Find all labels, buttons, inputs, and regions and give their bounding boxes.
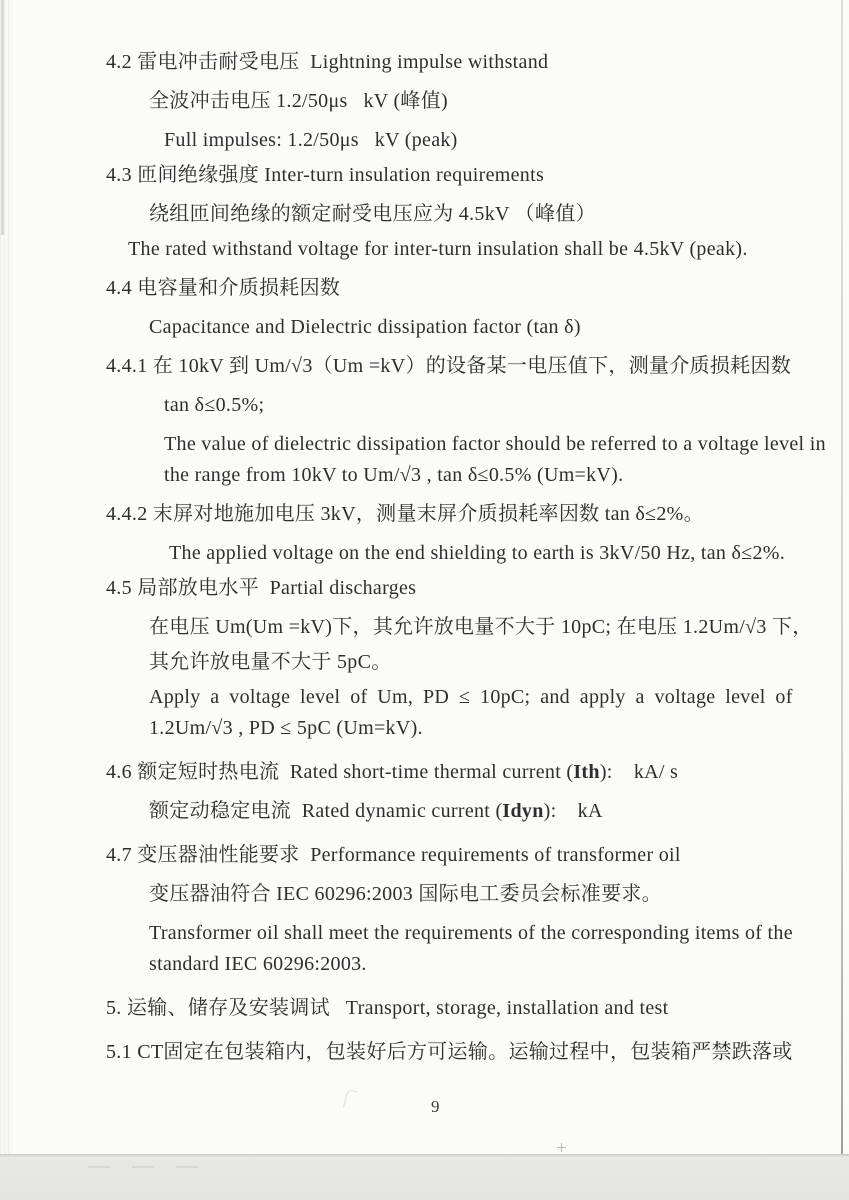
text-segment: Idyn [502, 800, 544, 822]
clause-4-6-line-2 [149, 801, 796, 821]
clause-4-5-cn-2: 其允许放电量不大于 5pC。 [149, 651, 392, 673]
full-wave-impulse-cn: 全波冲击电压 1.2/50μs kV (峰值) [149, 90, 448, 112]
heading-5: 5. 运输、储存及安装调试 Transport, storage, installation and test [106, 997, 669, 1019]
scan-bottom-strip [0, 1154, 849, 1200]
clause-4-7-cn: 变压器油符合 IEC 60296:2003 国际电工委员会标准要求。 [149, 883, 662, 905]
clause-4-4-2-cn: 4.4.2 末屏对地施加电压 3kV，测量末屏介质损耗率因数 tan δ≤2%。 [106, 503, 704, 525]
document-text-block [106, 51, 826, 1063]
text-segment: ): kA [543, 800, 603, 822]
heading-4-5: 4.5 局部放电水平 Partial discharges [106, 577, 417, 599]
clause-4-7-en-1: Transformer oil shall meet the requirements of the corresponding items of the [149, 922, 793, 944]
scan-edge-left-dark [1, 0, 4, 235]
text-segment: 额定动稳定电流 Rated dynamic current ( [149, 800, 503, 822]
clause-4-4-1-cn: 4.4.1 在 10kV 到 Um/√3（Um =kV）的设备某一电压值下，测量介质损耗因数 [106, 355, 792, 377]
clause-4-4-1-en-2: the range from 10kV to Um/√3 , tan δ≤0.5% (Um=kV). [164, 464, 624, 486]
clause-4-6-line-1 [106, 762, 796, 782]
interturn-voltage-cn: 绕组匝间绝缘的额定耐受电压应为 4.5kV （峰值） [149, 203, 596, 225]
text-segment: Ith [573, 761, 600, 783]
heading-4-4: 4.4 电容量和介质损耗因数 [106, 277, 341, 299]
heading-4-2: 4.2 雷电冲击耐受电压 Lightning impulse withstand [106, 51, 549, 73]
plus-mark-artifact [557, 1143, 566, 1152]
heading-4-4-en: Capacitance and Dielectric dissipation factor (tan δ) [149, 316, 581, 338]
clause-4-5-cn-1: 在电压 Um(Um =kV)下，其允许放电量不大于 10pC; 在电压 1.2Um/√3 下， [149, 616, 813, 638]
pencil-mark [343, 1089, 358, 1110]
interturn-voltage-en: The rated withstand voltage for inter-turn insulation shall be 4.5kV (peak). [128, 238, 748, 260]
clause-4-5-en-2: 1.2Um/√3 , PD ≤ 5pC (Um=kV). [149, 717, 423, 739]
scan-bottom-dashes [88, 1166, 218, 1168]
full-impulses-en: Full impulses: 1.2/50μs kV (peak) [164, 129, 458, 151]
text-segment: 4.6 额定短时热电流 Rated short-time thermal current ( [106, 761, 574, 783]
clause-5-1-cn: 5.1 CT固定在包装箱内，包装好后方可运输。运输过程中，包装箱严禁跌落或 [106, 1041, 793, 1063]
heading-4-7: 4.7 变压器油性能要求 Performance requirements of transformer oil [106, 844, 681, 866]
page-number: 9 [431, 1097, 440, 1116]
clause-4-4-2-en: The applied voltage on the end shielding to earth is 3kV/50 Hz, tan δ≤2%. [169, 542, 786, 564]
clause-4-5-en-1: Apply a voltage level of Um, PD ≤ 10pC; and apply a voltage level of [149, 686, 793, 708]
scan-edge-right [841, 0, 843, 1200]
tan-delta-limit: tan δ≤0.5%; [164, 394, 265, 416]
text-segment: ): kA/ s [599, 761, 679, 783]
clause-4-7-en-2: standard IEC 60296:2003. [149, 953, 367, 975]
heading-4-3: 4.3 匝间绝缘强度 Inter-turn insulation requirements [106, 164, 545, 186]
clause-4-4-1-en-1: The value of dielectric dissipation factor should be referred to a voltage level in [164, 433, 826, 455]
